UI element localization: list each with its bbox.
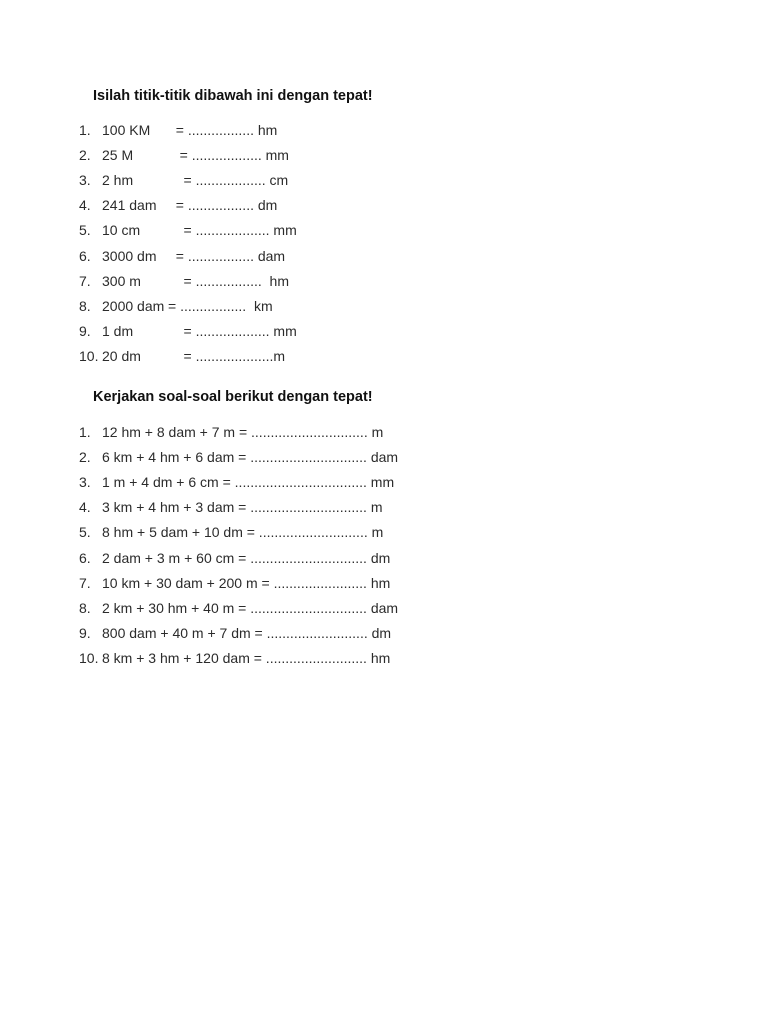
item-number: 4.: [79, 197, 91, 214]
item-expression: 10 km + 30 dam + 200 m = ........................ hm: [102, 574, 391, 591]
item-expression: 3 km + 4 hm + 3 dam = .............................. m: [102, 499, 383, 516]
list-item: [79, 646, 398, 671]
list-item: [79, 545, 398, 570]
item-answer-line: = ....................m: [168, 348, 286, 365]
item-number: 3.: [79, 473, 91, 490]
item-answer-line: = ................. dm: [168, 197, 278, 214]
list-item: [79, 218, 297, 243]
item-number: 2.: [79, 146, 91, 163]
item-number: 7.: [79, 272, 91, 289]
conversion-list: [79, 117, 297, 369]
item-number: 6.: [79, 247, 91, 264]
item-expression: 8 hm + 5 dam + 10 dm = ............................ m: [102, 524, 384, 541]
item-quantity: 241 dam: [102, 197, 157, 214]
item-answer-line: = .................. cm: [168, 171, 289, 188]
item-number: 5.: [79, 524, 91, 541]
item-answer-line: = ................... mm: [168, 323, 297, 340]
item-number: 2.: [79, 448, 91, 465]
list-item: [79, 621, 398, 646]
item-number: 1.: [79, 121, 91, 138]
list-item: [79, 419, 398, 444]
item-quantity: 100 KM: [102, 121, 151, 138]
list-item: [79, 495, 398, 520]
item-number: 5.: [79, 222, 91, 239]
item-quantity: 2000 dam: [102, 297, 165, 314]
list-item: [79, 167, 297, 192]
item-quantity: 300 m: [102, 272, 141, 289]
list-item: [79, 570, 398, 595]
item-answer-line: = ................. dam: [168, 247, 286, 264]
item-number: 10.: [79, 348, 99, 365]
section1-heading: Isilah titik-titik dibawah ini dengan tepat!: [93, 88, 373, 104]
item-number: 6.: [79, 549, 91, 566]
item-number: 9.: [79, 625, 91, 642]
section2-heading: Kerjakan soal-soal berikut dengan tepat!: [93, 389, 373, 405]
item-number: 7.: [79, 574, 91, 591]
item-answer-line: = ................. hm: [168, 272, 289, 289]
item-expression: 2 km + 30 hm + 40 m = .............................. dam: [102, 599, 399, 616]
list-item: [79, 117, 297, 142]
list-item: [79, 444, 398, 469]
item-quantity: 3000 dm: [102, 247, 157, 264]
item-number: 8.: [79, 599, 91, 616]
item-expression: 1 m + 4 dm + 6 cm = .................................. mm: [102, 473, 395, 490]
item-answer-line: = ................... mm: [168, 222, 297, 239]
item-quantity: 25 M: [102, 146, 134, 163]
list-item: [79, 243, 297, 268]
item-expression: 800 dam + 40 m + 7 dm = .......................... dm: [102, 625, 392, 642]
list-item: [79, 142, 297, 167]
list-item: [79, 268, 297, 293]
list-item: [79, 469, 398, 494]
item-number: 10.: [79, 650, 99, 667]
item-answer-line: = .................. mm: [168, 146, 289, 163]
item-number: 1.: [79, 423, 91, 440]
item-quantity: 2 hm: [102, 171, 134, 188]
item-quantity: 10 cm: [102, 222, 141, 239]
item-expression: 2 dam + 3 m + 60 cm = .............................. dm: [102, 549, 391, 566]
item-answer-line: = ................. hm: [168, 121, 278, 138]
exercise-list: [79, 419, 398, 671]
item-number: 8.: [79, 297, 91, 314]
item-number: 9.: [79, 323, 91, 340]
list-item: [79, 520, 398, 545]
list-item: [79, 293, 297, 318]
item-expression: 12 hm + 8 dam + 7 m = .............................. m: [102, 423, 384, 440]
item-expression: 6 km + 4 hm + 6 dam = .............................. dam: [102, 448, 399, 465]
list-item: [79, 193, 297, 218]
item-answer-line: = ................. km: [168, 297, 273, 314]
list-item: [79, 595, 398, 620]
item-quantity: 1 dm: [102, 323, 134, 340]
list-item: [79, 344, 297, 369]
item-number: 3.: [79, 171, 91, 188]
list-item: [79, 319, 297, 344]
item-number: 4.: [79, 499, 91, 516]
item-quantity: 20 dm: [102, 348, 141, 365]
item-expression: 8 km + 3 hm + 120 dam = .......................... hm: [102, 650, 391, 667]
